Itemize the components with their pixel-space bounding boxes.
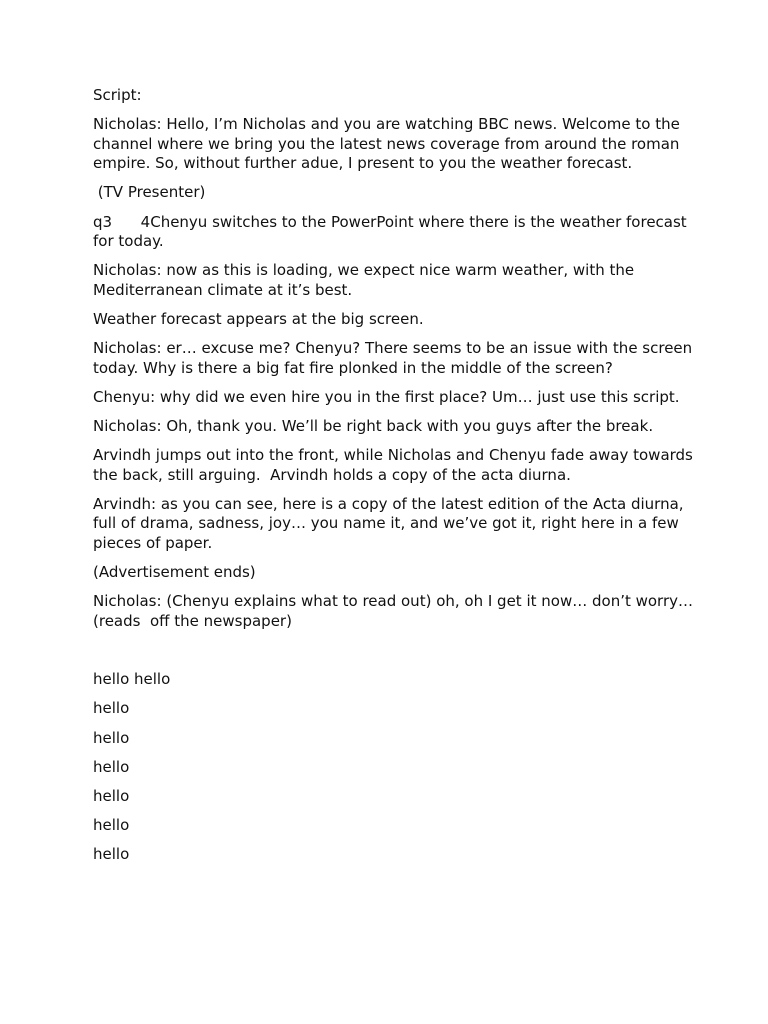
paragraph-chenyu-hire: Chenyu: why did we even hire you in the first place? Um… just use this script. <box>93 387 680 406</box>
paragraph-hello: hello <box>93 816 130 835</box>
paragraph-hello: hello <box>93 786 130 805</box>
paragraph-nicholas-excuse: Nicholas: er… excuse me? Chenyu? There seems to be an issue with the screen today. Why is there a big fat fire plonked in the middle of the screen? <box>93 339 697 377</box>
paragraph-forecast-appears: Weather forecast appears at the big screen. <box>93 309 424 328</box>
empty-paragraph <box>93 641 693 661</box>
paragraph-tv-presenter: (TV Presenter) <box>93 183 206 202</box>
paragraph-arvindh-acta: Arvindh: as you can see, here is a copy of the latest edition of the Acta diurna, full of drama, sadness, joy… you name it, and we’ve got it, right here in a few pieces of paper. <box>93 494 689 552</box>
paragraph-nicholas-weather: Nicholas: now as this is loading, we expect nice warm weather, with the Mediterranean climate at it’s best. <box>93 261 639 299</box>
paragraph-nicholas-thanks: Nicholas: Oh, thank you. We’ll be right back with you guys after the break. <box>93 417 654 435</box>
paragraph-nicholas-reads: Nicholas: (Chenyu explains what to read out) oh, oh I get it now… don’t worry… (reads off the newspaper) <box>93 592 703 630</box>
paragraph-hello-hello: hello hello <box>93 670 171 689</box>
paragraph-nicholas-intro: Nicholas: Hello, I’m Nicholas and you are watching BBC news. Welcome to the channel where we bring you the latest news coverage from around the roman empire. So, without further adue, I present to you the weather forecast. <box>93 115 685 173</box>
paragraph-hello: hello <box>93 699 130 718</box>
paragraph-hello: hello <box>93 728 130 747</box>
paragraph-advertisement-ends: (Advertisement ends) <box>93 563 256 582</box>
document-page <box>93 86 703 874</box>
paragraph-hello: hello <box>93 757 130 776</box>
script-heading: Script: <box>93 86 142 104</box>
paragraph-chenyu-powerpoint: q3 4Chenyu switches to the PowerPoint where there is the weather forecast for today. <box>93 212 692 251</box>
paragraph-arvindh-jumps: Arvindh jumps out into the front, while Nicholas and Chenyu fade away towards the back, still arguing. Arvindh holds a copy of the acta diurna. <box>93 446 698 484</box>
paragraph-hello: hello <box>93 845 130 864</box>
